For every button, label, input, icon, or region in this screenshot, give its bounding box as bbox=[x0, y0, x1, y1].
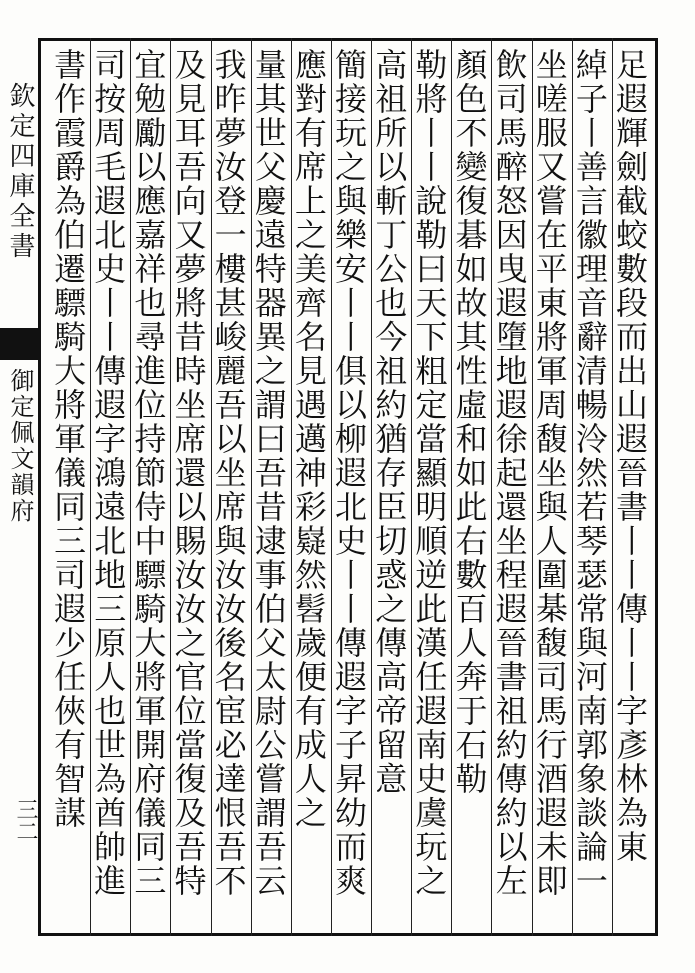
text-column: 坐嗟服又嘗在平東將軍周馥坐與人圍棊馥司馬行酒遐未即 bbox=[530, 48, 569, 898]
column-rule bbox=[291, 38, 292, 936]
text-column: 及見耳吾向又夢將昔時坐席還以賜汝汝之官位當復及吾特 bbox=[169, 48, 208, 898]
text-column: 量其世父慶遠特器異之謂曰吾昔逮事伯父太尉公嘗謂吾云 bbox=[249, 48, 288, 898]
fish-tail-marker bbox=[0, 328, 38, 360]
column-rule bbox=[411, 38, 412, 936]
column-rule bbox=[331, 38, 332, 936]
text-column: 書作霞爵為伯遷驃騎大將軍儀同三司遐少任俠有智謀 bbox=[49, 48, 88, 830]
page-gutter bbox=[0, 38, 38, 936]
column-rule bbox=[211, 38, 212, 936]
text-column: 我昨夢汝登一樓甚峻麗吾以坐席與汝汝後名宦必達恨吾不 bbox=[209, 48, 248, 898]
text-column: 司按周毛遐北史丨丨傳遐字鴻遠北地三原人也世為酋帥進 bbox=[89, 48, 128, 898]
text-column: 應對有席上之美齊名見遇邁神彩嶷然髫歲便有成人之 bbox=[289, 48, 328, 830]
section-title: 御定佩文韻府 bbox=[6, 368, 34, 524]
page-number: 三二 bbox=[13, 798, 38, 842]
column-rule bbox=[491, 38, 492, 936]
text-column: 足遐輝劍截蛟數段而出山遐晉書丨丨傳丨丨字彥林為東 bbox=[610, 48, 649, 864]
column-rule bbox=[90, 38, 91, 936]
column-rule bbox=[532, 38, 533, 936]
book-title: 欽定四庫全書 bbox=[5, 82, 35, 262]
text-column: 飲司馬醉怒因曳遐墮地遐徐起還坐程遐晉書祖約傳約以左 bbox=[490, 48, 529, 898]
text-column: 顏色不變復碁如故其性虛和如此右數百人奔于石勒 bbox=[450, 48, 489, 796]
text-column: 綽子丨善言徽理音辭清暢泠然若琴瑟常與河南郭象談論一 bbox=[570, 48, 609, 898]
text-column: 勒將丨丨說勒曰天下粗定當顯明順逆此漢任遐南史虞玩之 bbox=[410, 48, 449, 898]
column-rule bbox=[251, 38, 252, 936]
text-column: 高祖所以斬丁公也今祖約猶存臣切惑之傳高帝留意 bbox=[370, 48, 409, 796]
column-rule bbox=[612, 38, 613, 936]
column-rule bbox=[371, 38, 372, 936]
column-rule bbox=[572, 38, 573, 936]
column-rule bbox=[451, 38, 452, 936]
text-column: 宜勉勵以應嘉祥也尋進位持節侍中驃騎大將軍開府儀同三 bbox=[129, 48, 168, 898]
column-rule bbox=[130, 38, 131, 936]
column-rule bbox=[170, 38, 171, 936]
text-column: 簡接玩之與樂安丨丨俱以柳遐北史丨丨傳遐字子昇幼而爽 bbox=[330, 48, 369, 898]
